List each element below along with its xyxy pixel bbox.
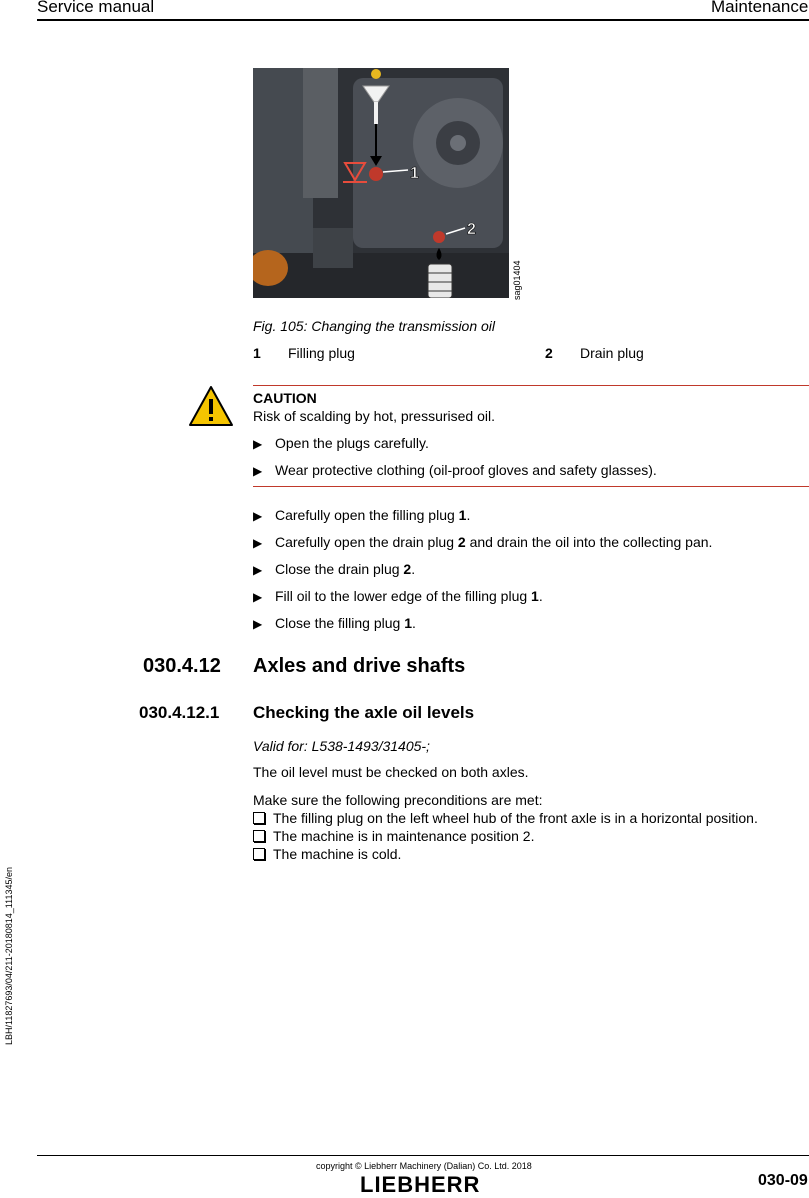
header-rule (37, 19, 809, 21)
footer-copyright: copyright © Liebherr Machinery (Dalian) Co. Ltd. 2018 (316, 1161, 532, 1171)
caution-step: ▶ Open the plugs carefully. (253, 435, 429, 451)
arrow-right-icon: ▶ (253, 563, 263, 577)
warning-icon (188, 385, 234, 427)
precondition-item: The machine is in maintenance position 2. (253, 828, 534, 844)
legend-label-2: Drain plug (580, 345, 644, 361)
preconditions-label: Make sure the following preconditions are met: (253, 792, 543, 808)
footer-page-number: 030-09 (758, 1172, 808, 1189)
legend-num-2: 2 (545, 345, 553, 361)
transmission-illustration (253, 68, 509, 298)
arrow-right-icon: ▶ (253, 536, 263, 550)
valid-for: Valid for: L538-1493/31405-; (253, 738, 430, 754)
arrow-right-icon: ▶ (253, 617, 263, 631)
arrow-right-icon: ▶ (253, 590, 263, 604)
image-code: sag01404 (512, 260, 522, 300)
footer-logo: LIEBHERR (360, 1172, 481, 1197)
arrow-right-icon: ▶ (253, 437, 263, 451)
precondition-item: The filling plug on the left wheel hub of the front axle is in a horizontal position. (253, 810, 758, 826)
procedure-step: ▶ Carefully open the filling plug 1. (253, 507, 471, 523)
caution-bottom-rule (253, 486, 809, 487)
arrow-right-icon: ▶ (253, 464, 263, 478)
arrow-right-icon: ▶ (253, 509, 263, 523)
intro-text: The oil level must be checked on both axles. (253, 764, 529, 780)
procedure-step: ▶ Close the drain plug 2. (253, 561, 416, 577)
callout-1: 1 (410, 165, 419, 182)
subsection-number: 030.4.12.1 (139, 703, 220, 722)
header-right: Maintenance (711, 0, 809, 16)
caution-title: CAUTION (253, 390, 317, 406)
section-number: 030.4.12 (143, 655, 221, 677)
callout-2: 2 (467, 221, 476, 238)
figure-caption: Fig. 105: Changing the transmission oil (253, 318, 496, 334)
transmission-photo (253, 68, 509, 298)
caution-top-rule (253, 385, 809, 386)
checkbox-icon (253, 830, 265, 842)
section-title: Axles and drive shafts (253, 655, 466, 677)
header-left: Service manual (37, 0, 155, 16)
caution-text: Risk of scalding by hot, pressurised oil. (253, 408, 495, 424)
checkbox-icon (253, 848, 265, 860)
procedure-step: ▶ Carefully open the drain plug 2 and drain the oil into the collecting pan. (253, 534, 713, 550)
legend-num-1: 1 (253, 345, 261, 361)
precondition-item: The machine is cold. (253, 846, 401, 862)
footer-rule (37, 1155, 809, 1156)
subsection-title: Checking the axle oil levels (253, 703, 475, 722)
caution-step: ▶ Wear protective clothing (oil-proof gloves and safety glasses). (253, 462, 657, 478)
checkbox-icon (253, 812, 265, 824)
document-side-code: LBH/11827693/04/211-20180814_111345/en (4, 867, 14, 1045)
procedure-step: ▶ Close the filling plug 1. (253, 615, 416, 631)
legend-label-1: Filling plug (288, 345, 355, 361)
procedure-step: ▶ Fill oil to the lower edge of the filling plug 1. (253, 588, 543, 604)
